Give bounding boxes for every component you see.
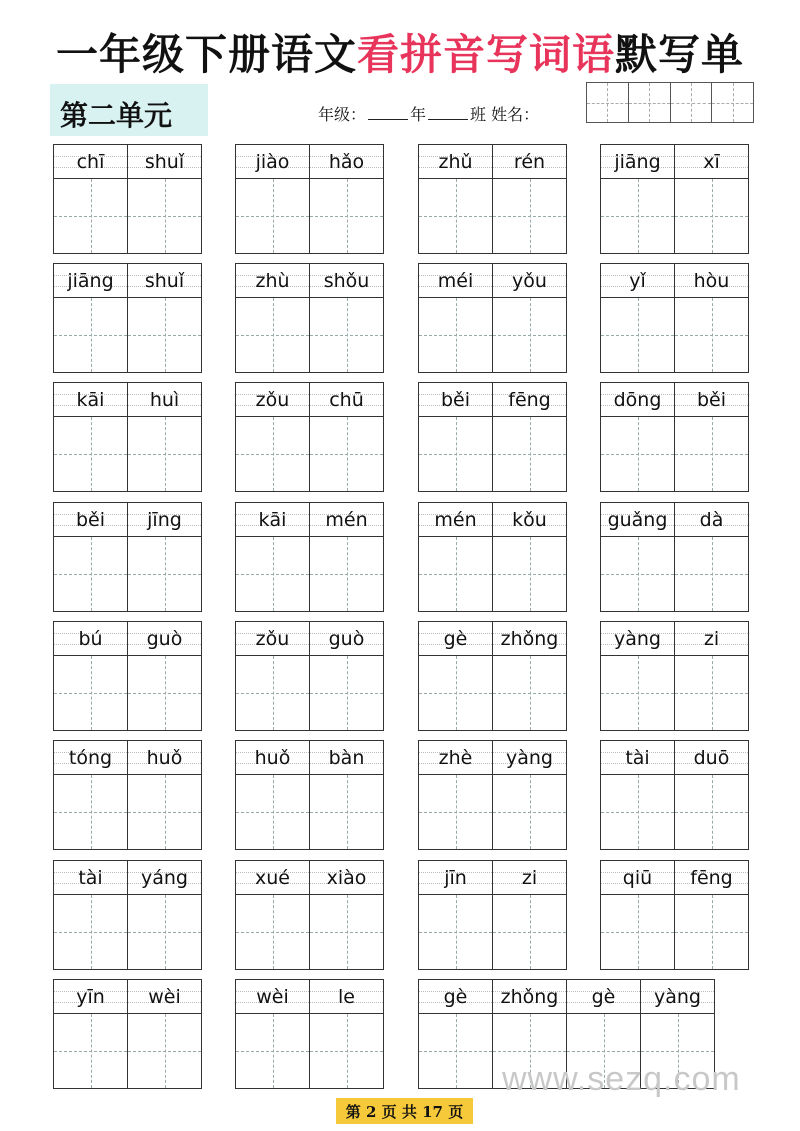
writing-square[interactable] (493, 179, 566, 253)
pinyin-text: zhù (255, 269, 290, 292)
word-box (53, 621, 201, 731)
char-cell[interactable] (600, 263, 675, 373)
writing-square[interactable] (419, 179, 492, 253)
pinyin-row (54, 622, 127, 656)
pinyin-row (493, 264, 566, 298)
pinyin-text: guǎng (607, 508, 668, 531)
pinyin-text: bú (78, 627, 103, 650)
pinyin-text: fēng (690, 866, 733, 889)
pinyin-row (601, 383, 674, 417)
pinyin-text: xiào (326, 866, 367, 889)
pinyin-row (675, 741, 748, 775)
watermark: www.sezq.com (502, 1060, 741, 1098)
pinyin-row (236, 741, 309, 775)
pinyin-row (675, 383, 748, 417)
pinyin-row (54, 503, 127, 537)
writing-square[interactable] (493, 537, 566, 611)
char-cell[interactable] (309, 740, 384, 850)
char-cell[interactable] (127, 382, 202, 492)
char-cell[interactable] (127, 860, 202, 970)
writing-square[interactable] (54, 775, 127, 849)
char-cell[interactable] (235, 621, 310, 731)
pinyin-row (128, 980, 201, 1014)
writing-square[interactable] (54, 417, 127, 491)
pinyin-text: gè (443, 627, 468, 650)
pinyin-row (236, 980, 309, 1014)
word-box (53, 502, 201, 612)
word-box (53, 860, 201, 970)
pinyin-text: dōng (613, 388, 662, 411)
pinyin-row (567, 980, 640, 1014)
pinyin-row (601, 503, 674, 537)
char-cell[interactable] (309, 263, 384, 373)
writing-square[interactable] (493, 895, 566, 969)
char-cell[interactable] (492, 740, 567, 850)
writing-square[interactable] (419, 895, 492, 969)
char-cell[interactable] (600, 621, 675, 731)
title-part3: 默写单 (615, 30, 745, 79)
pinyin-row (675, 503, 748, 537)
pinyin-text: shuǐ (144, 150, 185, 173)
pinyin-row (675, 622, 748, 656)
char-cell[interactable] (235, 979, 310, 1089)
pinyin-row (310, 383, 383, 417)
pinyin-row (128, 741, 201, 775)
char-cell[interactable] (674, 860, 749, 970)
writing-square[interactable] (128, 298, 201, 372)
char-cell[interactable] (235, 144, 310, 254)
pinyin-row (54, 264, 127, 298)
pinyin-text: yǐ (629, 269, 646, 292)
writing-square[interactable] (675, 298, 748, 372)
word-box (418, 502, 566, 612)
word-box (235, 740, 383, 850)
pinyin-text: kāi (258, 508, 287, 531)
pinyin-text: tóng (68, 746, 113, 769)
pinyin-text: jiào (255, 150, 290, 173)
writing-square[interactable] (310, 537, 383, 611)
pinyin-text: yīn (76, 985, 105, 1008)
pinyin-text: tài (78, 866, 103, 889)
writing-square[interactable] (236, 298, 309, 372)
pinyin-row (493, 503, 566, 537)
char-cell[interactable] (492, 263, 567, 373)
char-cell[interactable] (492, 144, 567, 254)
pinyin-text: xī (703, 150, 720, 173)
writing-square[interactable] (236, 417, 309, 491)
pinyin-row (419, 741, 492, 775)
word-box (418, 263, 566, 373)
pinyin-text: jīn (444, 866, 467, 889)
writing-square[interactable] (493, 656, 566, 730)
pinyin-text: chī (76, 150, 105, 173)
word-box (235, 144, 383, 254)
char-cell[interactable] (235, 263, 310, 373)
char-cell[interactable] (309, 502, 384, 612)
char-cell[interactable] (674, 263, 749, 373)
pinyin-text: běi (440, 388, 471, 411)
pinyin-text: yáng (141, 866, 188, 889)
pinyin-row (310, 264, 383, 298)
pinyin-text: mén (325, 508, 368, 531)
pinyin-text: zi (521, 866, 538, 889)
writing-square[interactable] (675, 656, 748, 730)
pinyin-row (310, 622, 383, 656)
pinyin-row (493, 145, 566, 179)
pinyin-row (236, 503, 309, 537)
writing-square[interactable] (236, 656, 309, 730)
word-box (600, 740, 748, 850)
pinyin-text: duō (693, 746, 730, 769)
char-cell[interactable] (674, 502, 749, 612)
char-cell[interactable] (600, 740, 675, 850)
writing-square[interactable] (675, 775, 748, 849)
writing-square[interactable] (601, 298, 674, 372)
writing-square[interactable] (236, 775, 309, 849)
char-cell[interactable] (53, 502, 128, 612)
char-cell[interactable] (674, 621, 749, 731)
pinyin-text: fēng (508, 388, 551, 411)
pinyin-text: gè (591, 985, 616, 1008)
word-box (53, 979, 201, 1089)
writing-square[interactable] (310, 656, 383, 730)
word-box (418, 382, 566, 492)
pinyin-row (493, 383, 566, 417)
writing-square[interactable] (128, 537, 201, 611)
word-box (235, 382, 383, 492)
char-cell[interactable] (53, 860, 128, 970)
writing-square[interactable] (54, 895, 127, 969)
pinyin-row (601, 622, 674, 656)
pinyin-text: zhǒng (500, 985, 559, 1008)
pinyin-row (128, 383, 201, 417)
pinyin-text: yàng (614, 627, 661, 650)
pinyin-row (310, 980, 383, 1014)
writing-square[interactable] (675, 417, 748, 491)
word-box (418, 144, 566, 254)
pinyin-text: zǒu (255, 627, 290, 650)
word-box (53, 263, 201, 373)
char-cell[interactable] (418, 382, 493, 492)
char-cell[interactable] (418, 979, 493, 1089)
char-cell[interactable] (418, 502, 493, 612)
char-cell[interactable] (53, 382, 128, 492)
pinyin-text: zhè (438, 746, 473, 769)
pinyin-text: huì (149, 388, 180, 411)
word-box (53, 144, 201, 254)
writing-square[interactable] (601, 417, 674, 491)
pinyin-text: zhǔ (438, 150, 473, 173)
pinyin-text: le (338, 985, 355, 1008)
name-label: 姓名： (491, 105, 540, 124)
pinyin-text: yǒu (512, 269, 547, 292)
pinyin-text: běi (75, 508, 106, 531)
word-box (418, 740, 566, 850)
page-footer: 第 2 页 共 17 页 (336, 1098, 473, 1124)
pinyin-row (128, 622, 201, 656)
writing-square[interactable] (128, 179, 201, 253)
pinyin-text: bàn (328, 746, 365, 769)
pinyin-text: zi (703, 627, 720, 650)
pinyin-text: chū (329, 388, 364, 411)
char-cell[interactable] (674, 740, 749, 850)
char-cell[interactable] (309, 144, 384, 254)
char-cell[interactable] (418, 860, 493, 970)
char-cell[interactable] (235, 382, 310, 492)
pinyin-text: kǒu (512, 508, 547, 531)
char-cell[interactable] (600, 502, 675, 612)
char-cell[interactable] (235, 740, 310, 850)
char-cell[interactable] (53, 263, 128, 373)
pinyin-text: yàng (506, 746, 553, 769)
pinyin-row (236, 383, 309, 417)
pinyin-row (601, 741, 674, 775)
char-cell[interactable] (600, 144, 675, 254)
writing-square[interactable] (419, 656, 492, 730)
char-cell[interactable] (235, 502, 310, 612)
pinyin-row (54, 145, 127, 179)
char-cell[interactable] (674, 382, 749, 492)
char-cell[interactable] (127, 263, 202, 373)
grade-label: 年级： (318, 105, 367, 124)
pinyin-text: gè (443, 985, 468, 1008)
pinyin-row (419, 383, 492, 417)
pinyin-row (675, 861, 748, 895)
pinyin-row (675, 145, 748, 179)
char-cell[interactable] (53, 621, 128, 731)
pinyin-text: dà (699, 508, 724, 531)
pinyin-row (419, 264, 492, 298)
writing-square[interactable] (54, 298, 127, 372)
char-cell[interactable] (309, 860, 384, 970)
writing-square[interactable] (236, 1014, 309, 1088)
writing-square[interactable] (419, 298, 492, 372)
writing-square[interactable] (493, 417, 566, 491)
pinyin-text: huǒ (146, 746, 183, 769)
writing-square[interactable] (601, 656, 674, 730)
pinyin-row (236, 145, 309, 179)
pinyin-text: wèi (256, 985, 289, 1008)
pinyin-row (236, 861, 309, 895)
char-cell[interactable] (674, 144, 749, 254)
char-cell[interactable] (492, 860, 567, 970)
char-cell[interactable] (309, 382, 384, 492)
pinyin-row (493, 980, 566, 1014)
char-cell[interactable] (492, 382, 567, 492)
unit-label: 第二单元 (60, 99, 173, 132)
title-part2: 看拼音写词语 (356, 30, 615, 79)
writing-square[interactable] (675, 179, 748, 253)
char-cell[interactable] (418, 621, 493, 731)
writing-square[interactable] (419, 537, 492, 611)
writing-square[interactable] (675, 537, 748, 611)
writing-square[interactable] (493, 298, 566, 372)
word-box (600, 382, 748, 492)
pinyin-text: zǒu (255, 388, 290, 411)
writing-square[interactable] (310, 1014, 383, 1088)
word-box (235, 621, 383, 731)
writing-square[interactable] (236, 179, 309, 253)
pinyin-row (54, 980, 127, 1014)
pinyin-row (54, 741, 127, 775)
char-cell[interactable] (127, 979, 202, 1089)
word-box (600, 144, 748, 254)
pinyin-text: jīng (147, 508, 182, 531)
word-box (418, 621, 566, 731)
pinyin-text: huǒ (254, 746, 291, 769)
pinyin-row (54, 383, 127, 417)
writing-square[interactable] (236, 895, 309, 969)
writing-square[interactable] (128, 775, 201, 849)
writing-square[interactable] (601, 775, 674, 849)
pinyin-row (493, 741, 566, 775)
pinyin-row (419, 503, 492, 537)
char-cell[interactable] (492, 502, 567, 612)
pinyin-text: rén (513, 150, 546, 173)
char-cell[interactable] (53, 740, 128, 850)
pinyin-text: shǒu (323, 269, 370, 292)
pinyin-row (601, 145, 674, 179)
char-cell[interactable] (600, 860, 675, 970)
word-box (600, 502, 748, 612)
pinyin-row (310, 861, 383, 895)
word-box (418, 860, 566, 970)
writing-square[interactable] (493, 775, 566, 849)
char-cell[interactable] (53, 144, 128, 254)
writing-square[interactable] (54, 179, 127, 253)
writing-square[interactable] (419, 775, 492, 849)
writing-square[interactable] (601, 537, 674, 611)
writing-square[interactable] (675, 895, 748, 969)
pinyin-row (236, 264, 309, 298)
pinyin-text: méi (437, 269, 474, 292)
pinyin-text: shuǐ (144, 269, 185, 292)
class-label: 班 (470, 105, 487, 124)
word-box (600, 621, 748, 731)
word-box (600, 263, 748, 373)
pinyin-text: tài (625, 746, 650, 769)
pinyin-row (601, 861, 674, 895)
pinyin-row (54, 861, 127, 895)
pinyin-text: běi (696, 388, 727, 411)
writing-square[interactable] (419, 417, 492, 491)
char-cell[interactable] (418, 263, 493, 373)
title-part1: 一年级下册语文 (55, 30, 357, 79)
char-cell[interactable] (127, 621, 202, 731)
writing-square[interactable] (128, 417, 201, 491)
char-cell[interactable] (600, 382, 675, 492)
word-box (235, 502, 383, 612)
char-cell[interactable] (309, 621, 384, 731)
writing-square[interactable] (54, 1014, 127, 1088)
char-cell[interactable] (127, 740, 202, 850)
year-label: 年 (410, 105, 427, 124)
writing-square[interactable] (128, 656, 201, 730)
pinyin-text: kāi (76, 388, 105, 411)
pinyin-row (128, 264, 201, 298)
pinyin-row (419, 145, 492, 179)
word-box (235, 263, 383, 373)
char-cell[interactable] (418, 740, 493, 850)
char-cell[interactable] (418, 144, 493, 254)
char-cell[interactable] (127, 144, 202, 254)
pinyin-row (601, 264, 674, 298)
word-box (235, 979, 383, 1089)
pinyin-text: guò (328, 627, 365, 650)
writing-square[interactable] (310, 179, 383, 253)
pinyin-text: zhǒng (500, 627, 559, 650)
writing-square[interactable] (128, 1014, 201, 1088)
pinyin-row (675, 264, 748, 298)
char-cell[interactable] (235, 860, 310, 970)
pinyin-text: wèi (148, 985, 181, 1008)
writing-square[interactable] (310, 895, 383, 969)
word-box (600, 860, 748, 970)
pinyin-row (493, 861, 566, 895)
char-cell[interactable] (492, 621, 567, 731)
char-cell[interactable] (309, 979, 384, 1089)
writing-square[interactable] (236, 537, 309, 611)
writing-square[interactable] (601, 895, 674, 969)
pinyin-row (128, 503, 201, 537)
pinyin-text: hòu (693, 269, 730, 292)
pinyin-text: mén (434, 508, 477, 531)
word-box (235, 860, 383, 970)
char-cell[interactable] (53, 979, 128, 1089)
pinyin-row (310, 741, 383, 775)
char-cell[interactable] (127, 502, 202, 612)
pinyin-text: guò (146, 627, 183, 650)
word-box (53, 382, 201, 492)
pinyin-text: yàng (654, 985, 701, 1008)
writing-square[interactable] (54, 656, 127, 730)
pinyin-text: jiāng (67, 269, 114, 292)
pinyin-row (493, 622, 566, 656)
writing-square[interactable] (128, 895, 201, 969)
pinyin-text: xué (255, 866, 290, 889)
writing-square[interactable] (601, 179, 674, 253)
pinyin-row (310, 145, 383, 179)
writing-square[interactable] (419, 1014, 492, 1088)
pinyin-row (310, 503, 383, 537)
pinyin-row (236, 622, 309, 656)
pinyin-text: jiāng (614, 150, 661, 173)
writing-square[interactable] (54, 537, 127, 611)
word-box (53, 740, 201, 850)
pinyin-text: hǎo (328, 150, 365, 173)
pinyin-row (128, 861, 201, 895)
writing-square[interactable] (310, 417, 383, 491)
pinyin-row (641, 980, 714, 1014)
writing-square[interactable] (310, 298, 383, 372)
pinyin-row (419, 622, 492, 656)
writing-square[interactable] (310, 775, 383, 849)
pinyin-row (128, 145, 201, 179)
pinyin-row (419, 980, 492, 1014)
pinyin-row (419, 861, 492, 895)
pinyin-text: qiū (622, 866, 653, 889)
